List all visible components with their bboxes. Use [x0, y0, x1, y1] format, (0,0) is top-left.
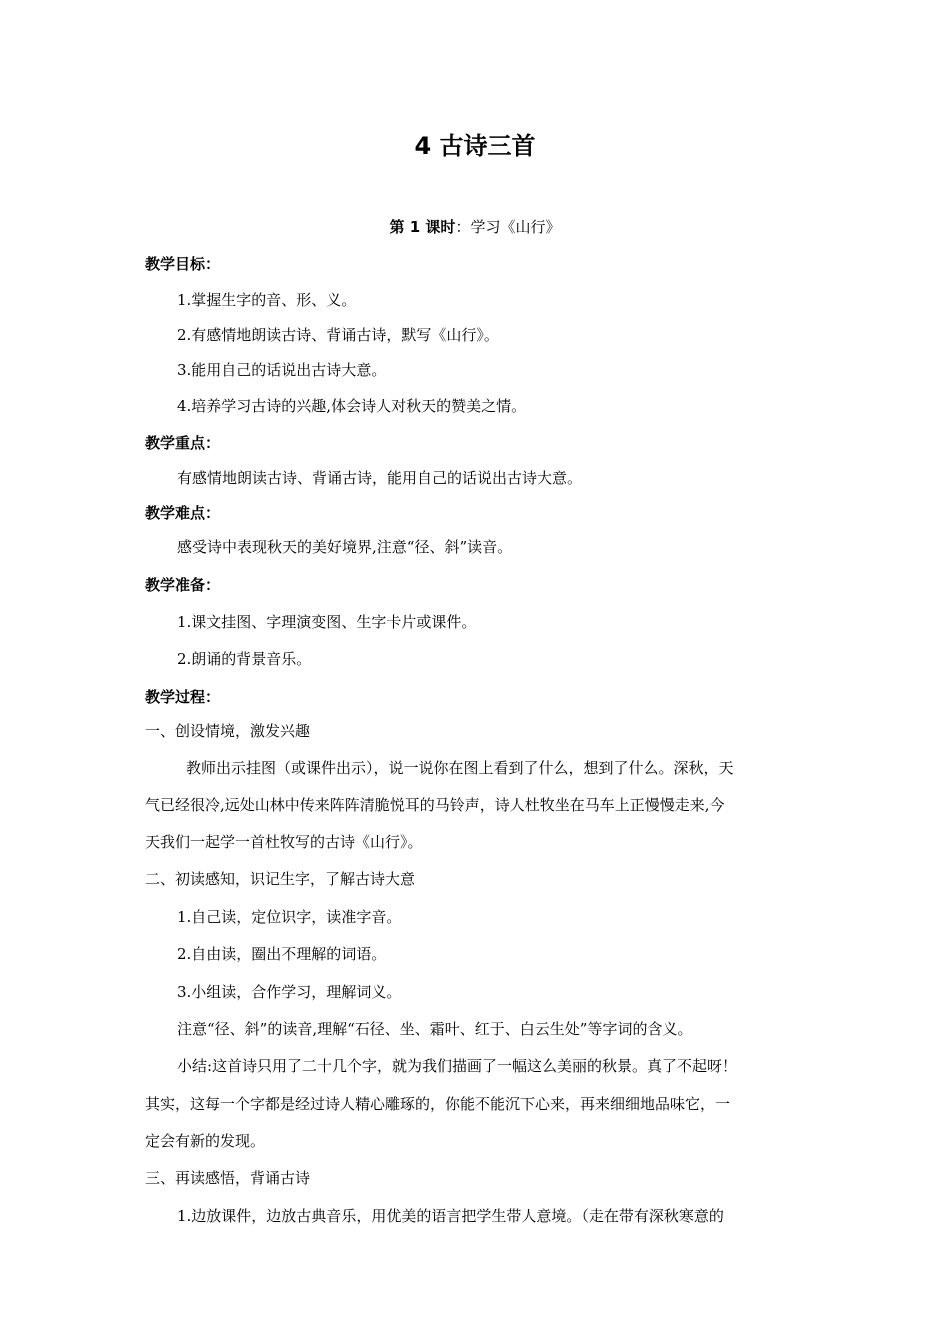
- section-3-item: 1.边放课件，边放古典音乐，用优美的语言把学生带人意境。（走在带有深秋寒意的: [177, 1207, 724, 1225]
- section-2-item: 3.小组读，合作学习，理解词义。: [177, 983, 402, 1001]
- prep-heading: 教学准备：: [145, 576, 221, 594]
- section-3-title: 三、再读感悟，背诵古诗: [145, 1169, 311, 1187]
- goal-item: 2.有感情地朗读古诗、背诵古诗，默写《山行》。: [177, 326, 499, 344]
- section-1-paragraph: 教师出示挂图（或课件出示），说一说你在图上看到了什么，想到了什么。深秋，天: [186, 759, 734, 777]
- section-2-summary: 小结:这首诗只用了二十几个字，就为我们描画了一幅这么美丽的秋景。真了不起呀！: [177, 1057, 738, 1075]
- section-2-item: 2.自由读，圈出不理解的词语。: [177, 945, 387, 963]
- key-points-heading: 教学重点：: [145, 434, 221, 452]
- section-2-summary: 定会有新的发现。: [145, 1132, 266, 1150]
- difficulties-heading: 教学难点：: [145, 504, 221, 522]
- key-points-text: 有感情地朗读古诗、背诵古诗，能用自己的话说出古诗大意。: [177, 469, 583, 487]
- lesson-subtitle: [0, 216, 950, 237]
- lesson-topic: ：学习《山行》: [455, 218, 561, 236]
- lesson-label: 第 1 课时: [389, 218, 456, 236]
- difficulties-text: 感受诗中表现秋天的美好境界,注意“径、斜”读音。: [177, 538, 513, 556]
- section-2-note: 注意“径、斜”的读音,理解“石径、坐、霜叶、红于、白云生处”等字词的含义。: [177, 1020, 693, 1038]
- section-2-title: 二、初读感知，识记生字，了解古诗大意: [145, 870, 416, 888]
- section-1-title: 一、创设情境，激发兴趣: [145, 722, 311, 740]
- section-2-item: 1.自己读，定位识字，读准字音。: [177, 908, 402, 926]
- goal-item: 1.掌握生字的音、形、义。: [177, 291, 357, 309]
- process-heading: 教学过程：: [145, 688, 221, 706]
- section-1-paragraph: 气已经很冷,远处山林中传来阵阵清脆悦耳的马铃声，诗人杜牧坐在马车上正慢慢走来,今: [145, 796, 725, 814]
- prep-item: 1.课文挂图、字理演变图、生字卡片或课件。: [177, 613, 477, 631]
- goals-heading: 教学目标：: [145, 255, 221, 273]
- goal-item: 4.培养学习古诗的兴趣,体会诗人对秋天的赞美之情。: [177, 397, 527, 415]
- section-2-summary: 其实，这每一个字都是经过诗人精心雕琢的，你能不能沉下心来，再来细细地品味它，一: [145, 1095, 731, 1113]
- prep-item: 2.朗诵的背景音乐。: [177, 650, 312, 668]
- section-1-paragraph: 天我们一起学一首杜牧写的古诗《山行》。: [145, 833, 423, 851]
- goal-item: 3.能用自己的话说出古诗大意。: [177, 361, 387, 379]
- document-title: 4 古诗三首: [414, 132, 536, 160]
